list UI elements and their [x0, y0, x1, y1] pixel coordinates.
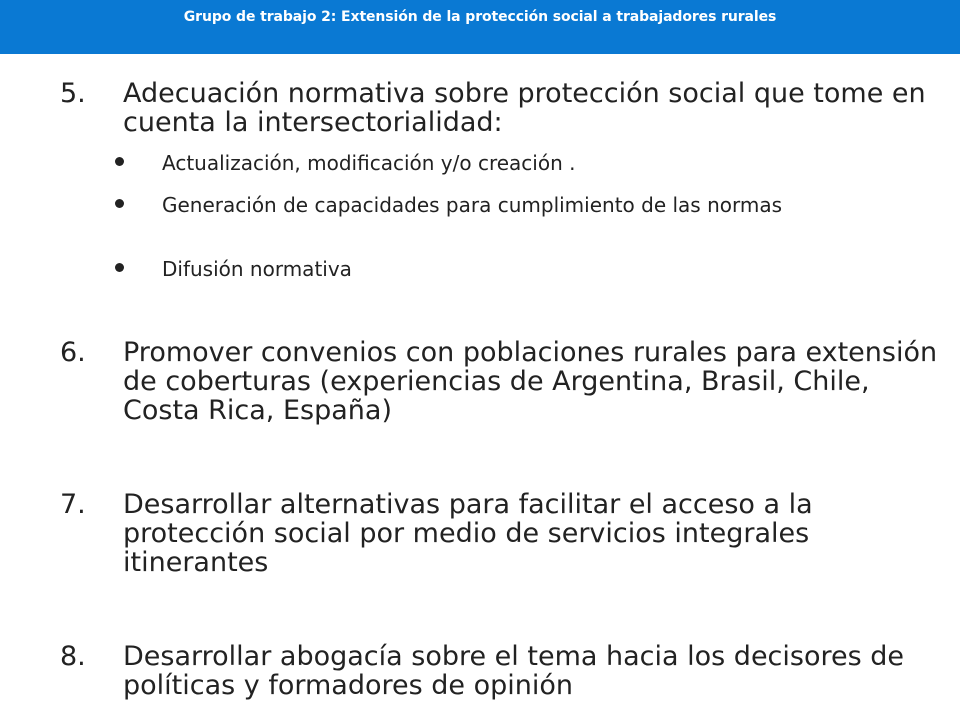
item-text: Desarrollar abogacía sobre el tema hacia los decisores de políticas y formadores de opinión: [123, 641, 905, 701]
list-item-8: [60, 642, 940, 702]
bullet-text: Actualización, modificación y/o creación .: [162, 151, 576, 175]
list-item-6: [60, 338, 940, 428]
item-number: 5.: [60, 78, 86, 109]
bullet-icon: [115, 263, 124, 272]
item-number: 8.: [60, 641, 86, 672]
bullet-icon: [115, 199, 124, 208]
item-text: Promover convenios con poblaciones rurales para extensión de coberturas (experiencias de Argentina, Brasil, Chile, Costa Rica, España): [123, 337, 938, 426]
item-number: 6.: [60, 337, 86, 368]
list-item-5: [60, 79, 940, 139]
list-item-7: [60, 490, 940, 580]
header-bar: [0, 0, 960, 54]
item-text: Adecuación normativa sobre protección social que tome en cuenta la intersectorialidad:: [123, 78, 926, 138]
bullet-text: Difusión normativa: [162, 257, 352, 281]
bullet-icon: [115, 157, 124, 166]
slide-title: Grupo de trabajo 2: Extensión de la protección social a trabajadores rurales: [183, 9, 777, 25]
item-number: 7.: [60, 489, 86, 520]
bullet-text: Generación de capacidades para cumplimiento de las normas: [162, 193, 783, 217]
item-text: Desarrollar alternativas para facilitar el acceso a la protección social por medio de servicios integrales itinerantes: [123, 489, 813, 578]
